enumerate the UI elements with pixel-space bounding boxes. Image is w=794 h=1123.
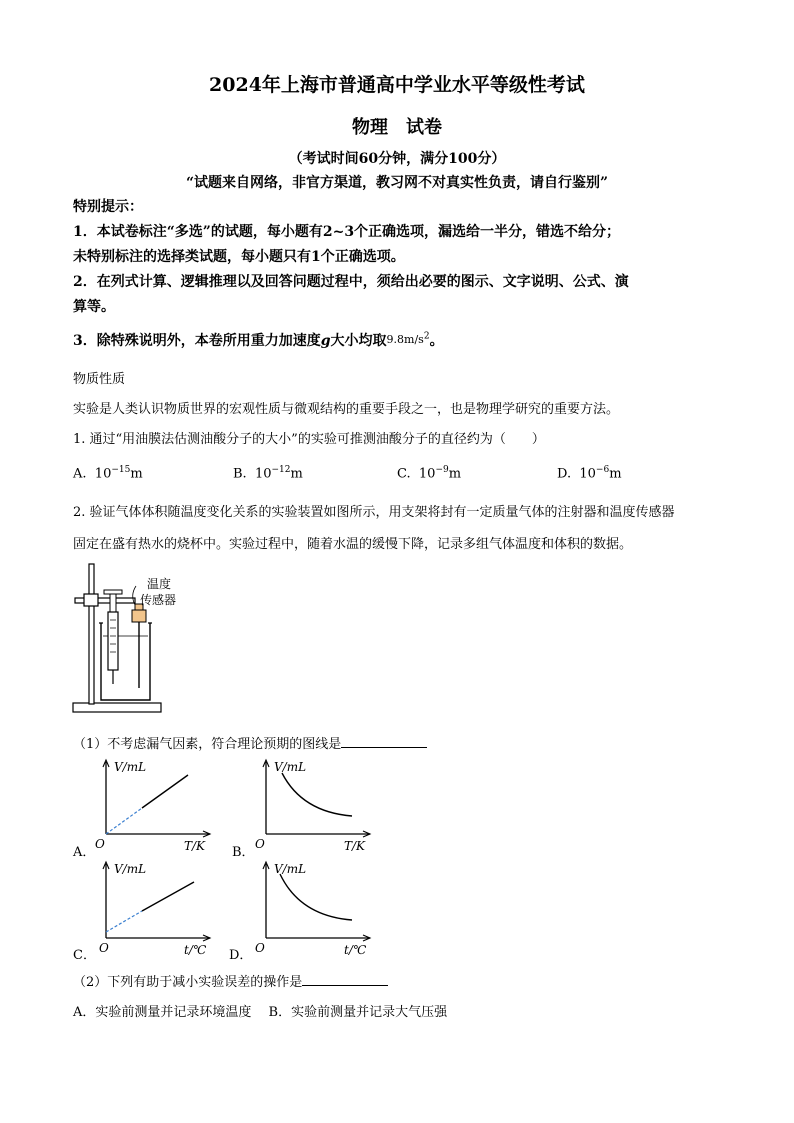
data-line [142, 775, 188, 808]
option-exp: −9 [435, 465, 449, 475]
graph-a[interactable] [92, 756, 222, 856]
q1-option-c[interactable] [397, 465, 461, 481]
extrapolation-line [106, 911, 142, 932]
graph-d[interactable] [252, 858, 382, 958]
q2-sub2-options[interactable]: A．实验前测量并记录环境温度 B．实验前测量并记录大气压强 [73, 1005, 448, 1020]
section-name: 物质性质 [73, 372, 126, 387]
q2-sub2 [73, 971, 388, 990]
note-2-line-1: 2．在列式计算、逻辑推理以及回答问题过程中，须给出必要的图示、文字说明、公式、演 [73, 274, 629, 290]
exam-title: 2024年上海市普通高中学业水平等级性考试 [209, 74, 585, 96]
sensor-label-line-1: 温度 [147, 577, 172, 591]
graph-a-letter: A． [73, 845, 96, 860]
exam-info: （考试时间60分钟，满分100分） [288, 151, 506, 167]
option-unit: m [448, 466, 462, 482]
note-1-line-2: 未特别标注的选择类试题，每小题只有1个正确选项。 [73, 249, 405, 265]
temperature-sensor-head [132, 610, 146, 622]
sensor-label-line-2: 传感器 [140, 593, 177, 607]
option-exp: −6 [595, 465, 610, 475]
q2-stem-line-2: 固定在盛有热水的烧杯中。实验过程中，随着水温的缓慢下降，记录多组气体温度和体积的数据。 [73, 537, 633, 552]
note-2-line-2: 算等。 [73, 299, 115, 315]
note-1-line-1: 1．本试卷标注“多选”的试题，每小题有2~3个正确选项，漏选给一半分，错选不给分； [73, 224, 621, 240]
data-curve [282, 773, 352, 816]
y-axis-label: V/mL [274, 862, 307, 876]
option-unit: m [130, 466, 143, 482]
disclaimer: “试题来自网络，非官方渠道，教习网不对真实性负责，请自行鉴别” [185, 175, 609, 191]
option-base: 10 [254, 466, 272, 482]
graph-c-letter: C． [73, 948, 96, 963]
option-letter: C. [397, 466, 411, 482]
q1-option-b[interactable] [233, 465, 303, 481]
option-letter: B. [233, 466, 247, 482]
answer-blank-2[interactable] [302, 973, 388, 986]
clamp-boss [84, 594, 98, 606]
notes-heading: 特别提示： [73, 199, 143, 215]
option-unit: m [609, 466, 622, 482]
note-3-mid: 大小均取 [330, 333, 387, 349]
y-axis-label: V/mL [114, 760, 147, 774]
q2-sub1-text: （1）不考虑漏气因素，符合理论预期的图线是 [73, 737, 342, 752]
origin-label: O [255, 837, 265, 851]
option-letter: A. [73, 466, 87, 482]
q1-stem: 1. 通过“用油膜法估测油酸分子的大小”的实验可推测油酸分子的直径约为（ ） [73, 432, 545, 447]
graph-b-letter: B． [232, 845, 255, 860]
graph-d-letter: D． [229, 948, 253, 963]
apparatus-figure [70, 560, 220, 720]
note-3 [73, 330, 444, 350]
note-3-value [387, 333, 430, 346]
option-unit: m [290, 466, 303, 482]
option-exp: −12 [271, 465, 291, 475]
note-3-prefix: 3．除特殊说明外，本卷所用重力加速度 [73, 333, 321, 349]
note-3-var: g [320, 333, 331, 349]
graph-b[interactable] [252, 756, 382, 856]
note-3-value-text: 9.8m/s [386, 333, 424, 346]
option-base: 10 [418, 466, 436, 482]
y-axis-label: V/mL [114, 862, 147, 876]
option-base: 10 [94, 466, 112, 482]
origin-label: O [99, 941, 109, 955]
option-letter: D. [557, 466, 572, 482]
data-curve [280, 874, 352, 920]
q1-option-a[interactable] [73, 465, 143, 481]
option-base: 10 [579, 466, 596, 482]
option-exp: −15 [111, 465, 131, 475]
graph-c[interactable] [92, 858, 222, 958]
stand-rod [89, 564, 94, 704]
y-axis-label: V/mL [274, 760, 307, 774]
answer-blank-1[interactable] [341, 735, 427, 748]
x-axis-label: T/K [344, 839, 366, 853]
note-3-end: 。 [429, 333, 444, 349]
extrapolation-line [106, 808, 142, 834]
origin-label: O [95, 837, 105, 851]
section-intro: 实验是人类认识物质世界的宏观性质与微观结构的重要手段之一，也是物理学研究的重要方法。 [73, 402, 620, 417]
data-line [142, 882, 194, 911]
x-axis-label: T/K [184, 839, 206, 853]
paper-subtitle: 物理 试卷 [352, 117, 442, 138]
origin-label: O [255, 941, 265, 955]
q2-sub2-text: （2）下列有助于减小实验误差的操作是 [73, 975, 303, 990]
q1-option-d[interactable] [557, 465, 622, 481]
stand-base [73, 703, 161, 712]
x-axis-label: t/℃ [344, 943, 367, 957]
syringe-barrel [108, 612, 118, 670]
q2-sub1 [73, 733, 427, 752]
q2-stem-line-1: 2. 验证气体体积随温度变化关系的实验装置如图所示，用支架将封有一定质量气体的注射器和温度传感器 [73, 505, 675, 520]
x-axis-label: t/℃ [184, 943, 207, 957]
note-3-exp: 2 [423, 331, 430, 342]
